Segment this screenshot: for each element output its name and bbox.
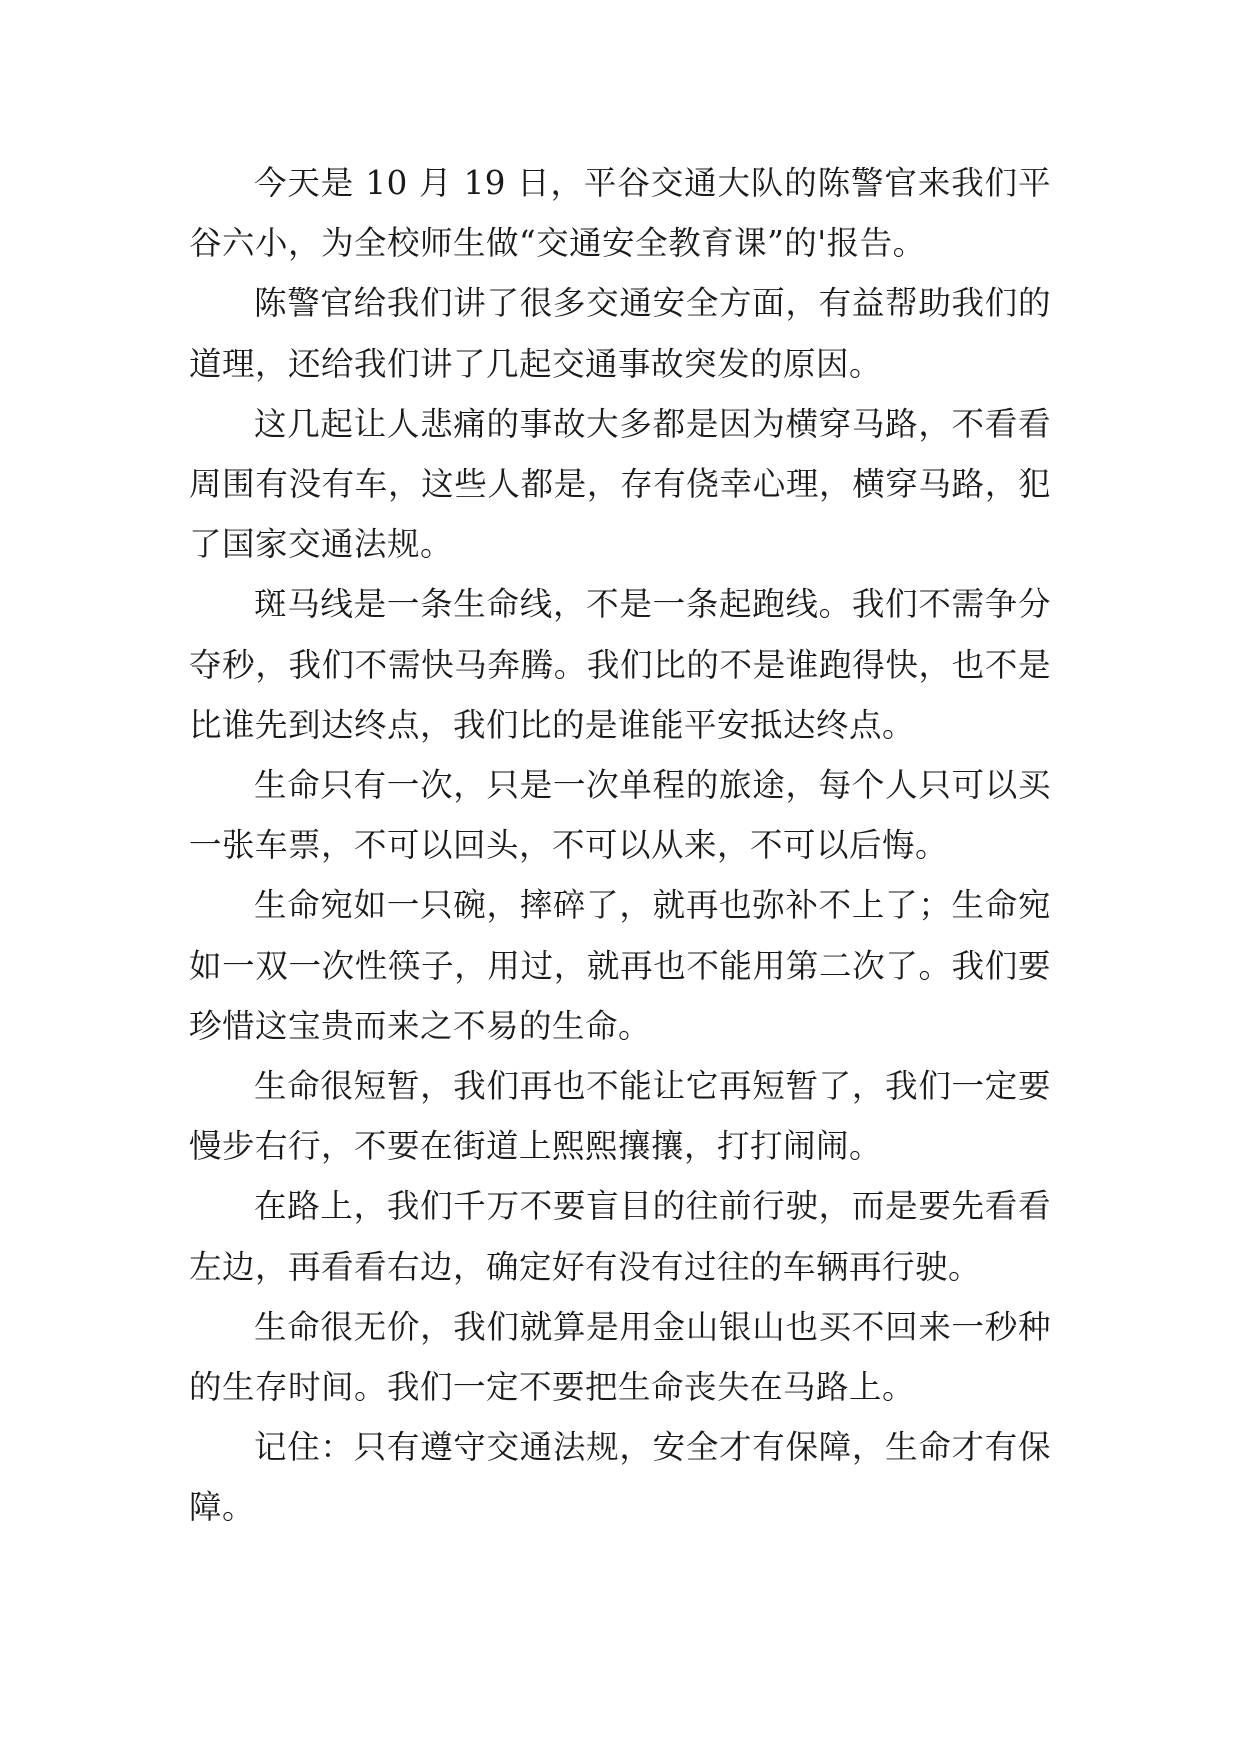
paragraph-1: 今天是 10 月 19 日，平谷交通大队的陈警官来我们平谷六小，为全校师生做“交通安全教育课”的'报告。: [189, 164, 1051, 263]
paragraph-8: 在路上，我们千万不要盲目的往前行驶，而是要先看看左边，再看看右边，确定好有没有过往的车辆再行驶。: [189, 1187, 1051, 1286]
paragraph-2: 陈警官给我们讲了很多交通安全方面，有益帮助我们的道理，还给我们讲了几起交通事故突发的原因。: [189, 284, 1051, 383]
paragraph-10: 记住：只有遵守交通法规，安全才有保障，生命才有保障。: [189, 1428, 1051, 1527]
paragraph-3: 这几起让人悲痛的事故大多都是因为横穿马路，不看看周围有没有车，这些人都是，存有侥幸心理，横穿马路，犯了国家交通法规。: [189, 404, 1051, 564]
paragraph-9: 生命很无价，我们就算是用金山银山也买不回来一秒种的生存时间。我们一定不要把生命丧失在马路上。: [189, 1307, 1051, 1407]
paragraph-6: 生命宛如一只碗，摔碎了，就再也弥补不上了；生命宛如一双一次性筷子，用过，就再也不能用第二次了。我们要珍惜这宝贵而来之不易的生命。: [189, 886, 1051, 1045]
document-body: [189, 153, 1051, 1538]
paragraph-7: 生命很短暂，我们再也不能让它再短暂了，我们一定要慢步右行，不要在街道上熙熙攘攘，打打闹闹。: [189, 1067, 1051, 1166]
paragraph-4: 斑马线是一条生命线，不是一条起跑线。我们不需争分夺秒，我们不需快马奔腾。我们比的不是谁跑得快，也不是比谁先到达终点，我们比的是谁能平安抵达终点。: [189, 585, 1051, 744]
paragraph-5: 生命只有一次，只是一次单程的旅途，每个人只可以买一张车票，不可以回头，不可以从来，不可以后悔。: [189, 766, 1051, 865]
